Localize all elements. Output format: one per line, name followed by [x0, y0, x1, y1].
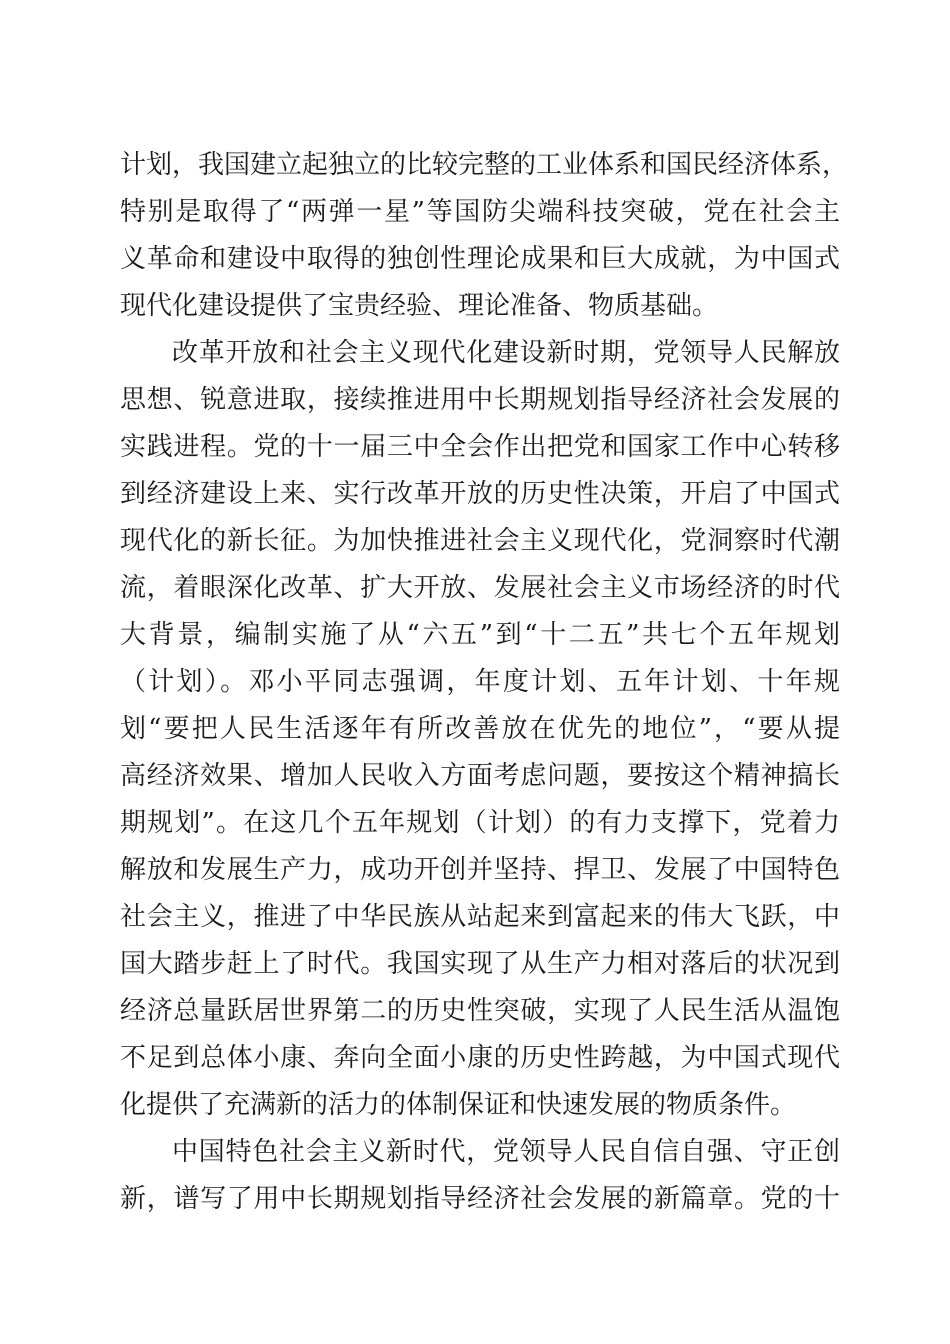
text-line: 不足到总体小康、奔向全面小康的历史性跨越，为中国式现代: [120, 1043, 840, 1073]
text-line: 到经济建设上来、实行改革开放的历史性决策，开启了中国式: [120, 479, 840, 509]
text-line: 中国特色社会主义新时代，党领导人民自信自强、守正创: [172, 1137, 840, 1167]
text-line: 高经济效果、增加人民收入方面考虑问题，要按这个精神搞长: [120, 761, 840, 791]
text-line: 社会主义，推进了中华民族从站起来到富起来的伟大飞跃，中: [120, 902, 840, 932]
text-line: 思想、锐意进取，接续推进用中长期规划指导经济社会发展的: [120, 385, 840, 415]
text-line: 国大踏步赶上了时代。我国实现了从生产力相对落后的状况到: [120, 949, 840, 979]
document-body: [120, 142, 849, 1223]
paragraph-2: [120, 330, 840, 1129]
text-line: 现代化的新长征。为加快推进社会主义现代化，党洞察时代潮: [120, 526, 840, 556]
paragraph-1: [120, 142, 849, 330]
text-line: 义革命和建设中取得的独创性理论成果和巨大成就，为中国式: [120, 244, 840, 274]
text-line: 化提供了充满新的活力的体制保证和快速发展的物质条件。: [120, 1090, 797, 1120]
paragraph-3: [120, 1129, 840, 1223]
text-line: 特别是取得了“两弹一星”等国防尖端科技突破，党在社会主: [120, 197, 840, 227]
text-line: 改革开放和社会主义现代化建设新时期，党领导人民解放: [172, 338, 840, 368]
text-line: 流，着眼深化改革、扩大开放、发展社会主义市场经济的时代: [120, 573, 840, 603]
text-line: 实践进程。党的十一届三中全会作出把党和国家工作中心转移: [120, 432, 840, 462]
text-line: 大背景，编制实施了从“六五”到“十二五”共七个五年规划: [120, 620, 840, 650]
text-line: 期规划”。在这几个五年规划（计划）的有力支撑下，党着力: [120, 808, 840, 838]
text-line: 现代化建设提供了宝贵经验、理论准备、物质基础。: [120, 291, 719, 321]
text-line: 新，谱写了用中长期规划指导经济社会发展的新篇章。党的十: [120, 1184, 840, 1214]
text-line: 经济总量跃居世界第二的历史性突破，实现了人民生活从温饱: [120, 996, 840, 1026]
text-line: 计划，我国建立起独立的比较完整的工业体系和国民经济体系，: [120, 150, 849, 180]
text-line: 解放和发展生产力，成功开创并坚持、捍卫、发展了中国特色: [120, 855, 840, 885]
text-line: 划“要把人民生活逐年有所改善放在优先的地位”，“要从提: [120, 714, 840, 744]
text-line: （计划）。邓小平同志强调，年度计划、五年计划、十年规: [120, 667, 840, 697]
